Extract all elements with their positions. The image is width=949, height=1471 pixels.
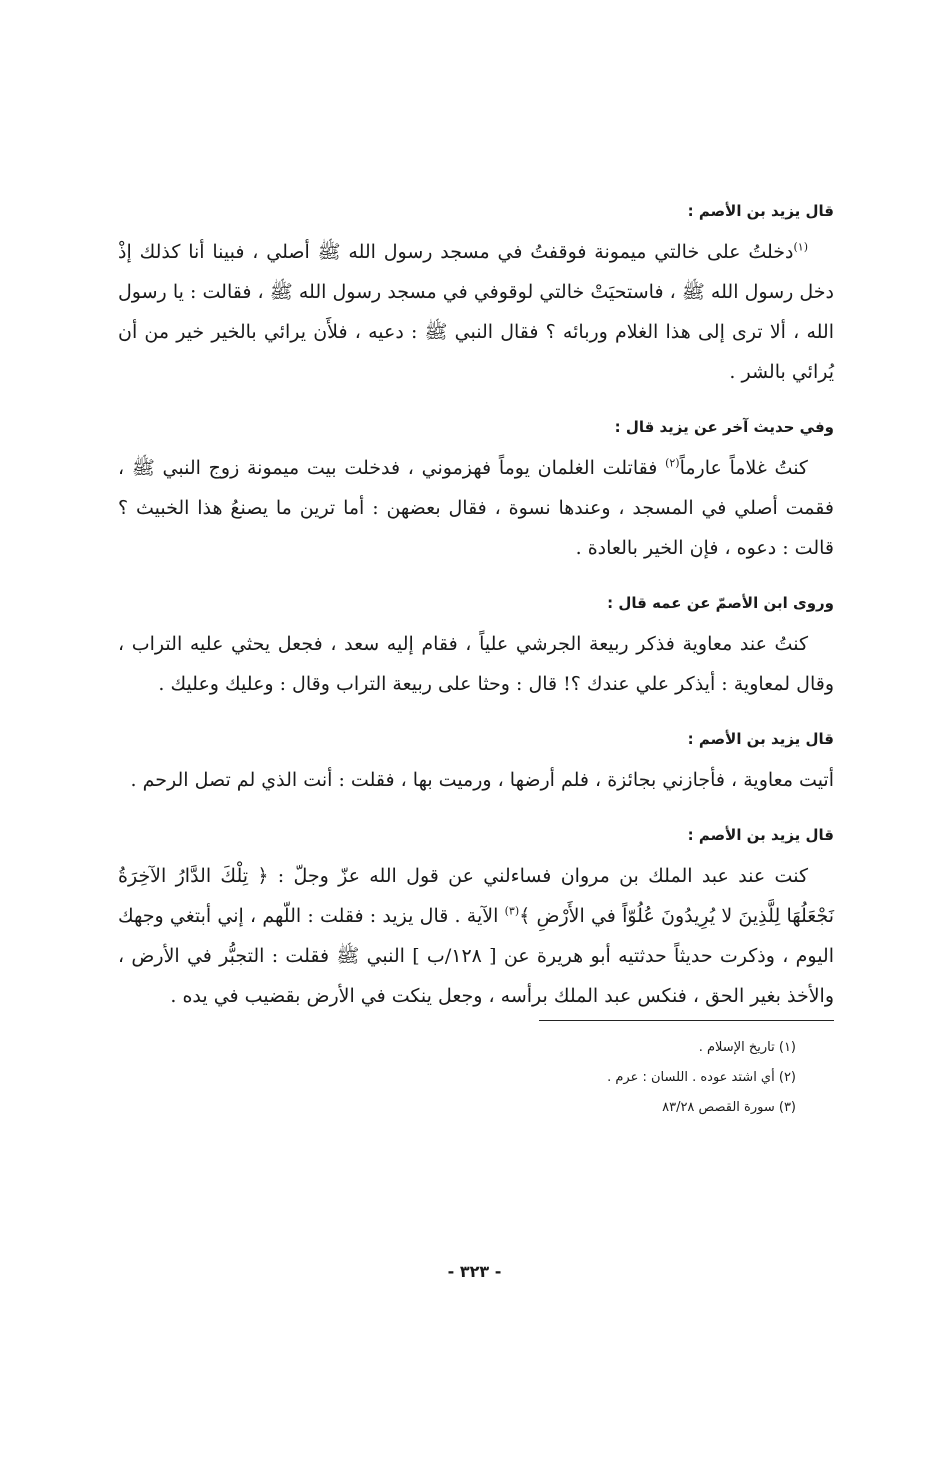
paragraph-text: الآية . قال يزيد : فقلت : اللّهم ، إني أبتغي وجهك اليوم ، وذكرت حديثاً حدثتيه أبو هريرة عن [ ١٢٨/ب ] النبي ﷺ فقلت : التجبُّر في الأرض ، والأخذ بغير الحق ، فنكس عبد الملك برأسه ، وجعل ينكت في الأرض بقضيب في يده . — [118, 905, 834, 1007]
section-4 — [118, 728, 834, 800]
paragraph — [118, 232, 834, 392]
section-heading: وفي حديث آخر عن يزيد قال : — [614, 418, 834, 436]
section-heading: قال يزيد بن الأصم : — [687, 202, 834, 220]
paragraph: كنتُ عند معاوية فذكر ربيعة الجرشي علياً ، فقام إليه سعد ، فجعل يحثي عليه التراب ، وقال لمعاوية : أيذكر علي عندك ؟! قال : وحثا على ربيعة التراب وقال : وعليك وعليك . — [118, 633, 834, 695]
section-heading: قال يزيد بن الأصم : — [687, 826, 834, 844]
footnote-divider — [539, 1020, 834, 1021]
footnote-1: (١) تاريخ الإسلام . — [698, 1040, 796, 1055]
footnote-ref[interactable]: (١) — [793, 240, 808, 254]
paragraph — [118, 856, 834, 1016]
section-5 — [118, 824, 834, 1016]
section-1 — [118, 200, 834, 392]
page-number: - ٣٢٣ - — [447, 1262, 502, 1281]
footnote-ref[interactable]: (٣) — [504, 904, 520, 918]
paragraph-text: كنت عند عبد الملك بن مروان فساءلني عن قول الله عزّ وجلّ : ﴿ تِلْكَ الدَّارُ الآخِرَةُ نَجْعَلُهَا لِلَّذِينَ لا يُرِيدُونَ عُلُوّاً في الأَرْضِ ﴾ — [118, 865, 834, 927]
paragraph-text: فقاتلت الغلمان يوماً فهزموني ، فدخلت بيت ميمونة زوج النبي ﷺ ، فقمت أصلي في المسجد ، وعندها نسوة ، فقال بعضهن : أما ترين ما يصنعُ هذا الخبيث ؟ قالت : دعوه ، فإن الخير بالعادة . — [118, 457, 834, 559]
footnotes — [118, 1033, 834, 1123]
paragraph: أتيت معاوية ، فأجازني بجائزة ، فلم أرضها ، ورميت بها ، فقلت : أنت الذي لم تصل الرحم . — [130, 769, 834, 791]
paragraph-text: دخلتُ على خالتي ميمونة فوقفتُ في مسجد رسول الله ﷺ أصلي ، فبينا أنا كذلك إذْ دخل رسول الله ﷺ ، فاستحيَتْ خالتي لوقوفي في مسجد رسول الله ﷺ ، فقالت : يا رسول الله ، ألا ترى إلى هذا الغلام وربائه ؟ فقال النبي ﷺ : دعيه ، فلأَن يرائي بالخير خير من أن يُرائي بالشر . — [118, 241, 834, 383]
footnote-3: (٣) سورة القصص ٨٣/٢٨ — [662, 1100, 796, 1115]
footnote-ref[interactable]: (٢) — [665, 456, 680, 470]
section-heading: وروى ابن الأصمّ عن عمه قال : — [607, 594, 834, 612]
section-3 — [118, 592, 834, 704]
section-2 — [118, 416, 834, 568]
footnote-2: (٢) أي اشتد عوده . اللسان : عرم . — [607, 1070, 796, 1085]
section-heading: قال يزيد بن الأصم : — [687, 730, 834, 748]
paragraph-text: كنتُ غلاماً عارماً — [679, 457, 808, 479]
paragraph — [118, 448, 834, 568]
